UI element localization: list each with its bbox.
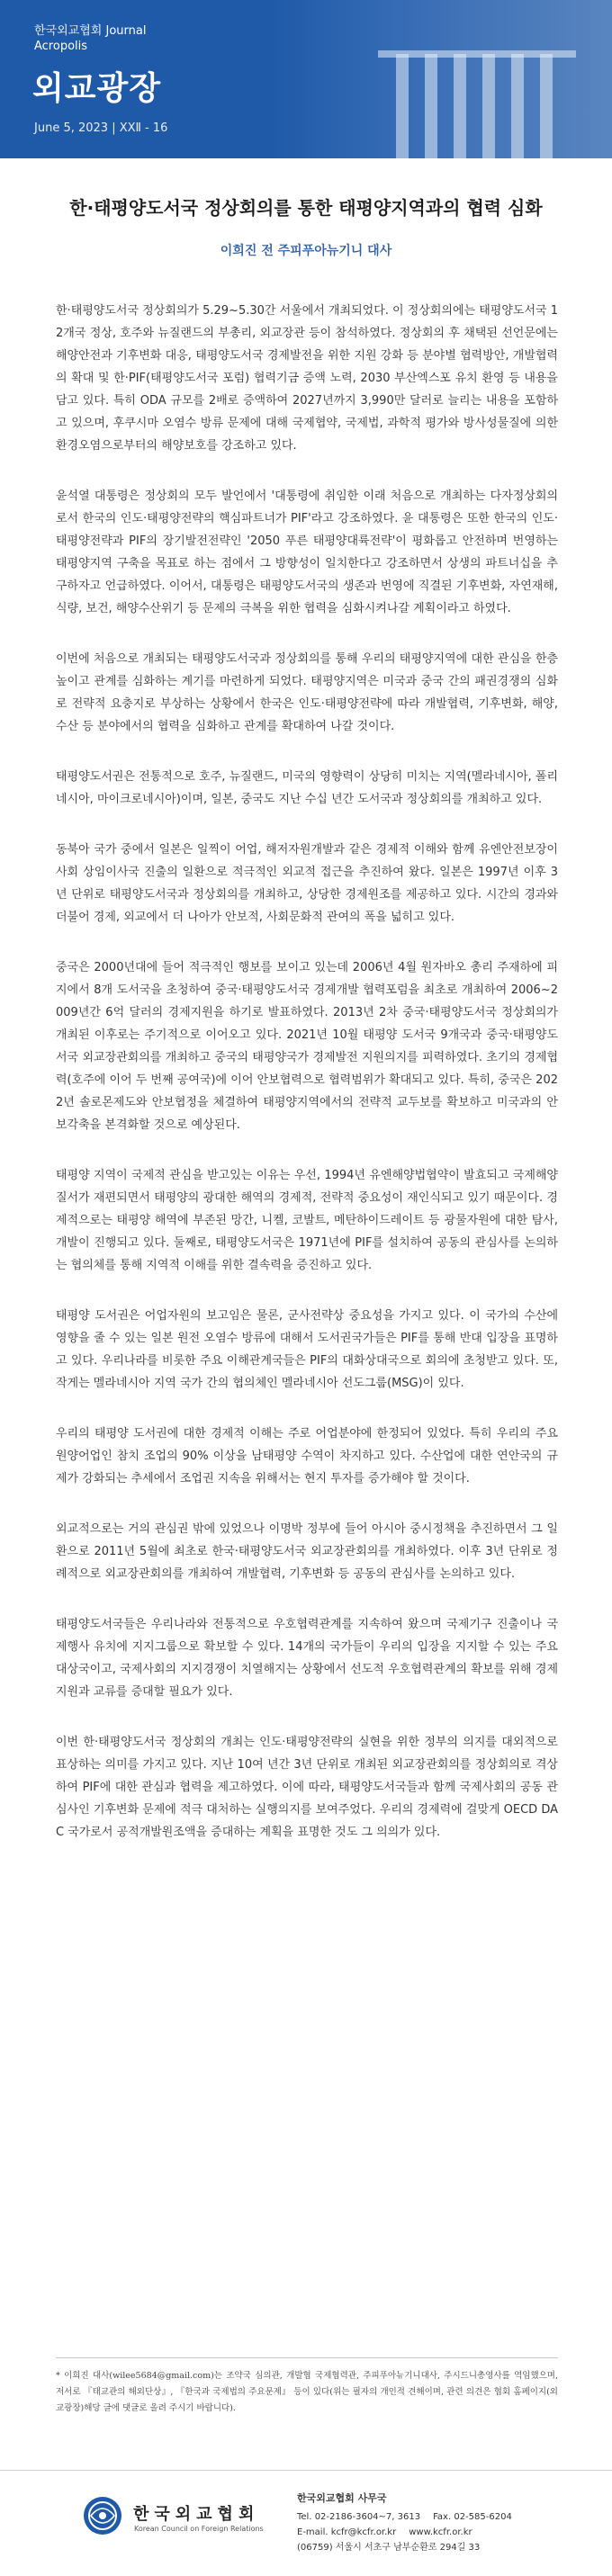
paragraph: 이번 한·태평양도서국 정상회의 개최는 인도·태평양전략의 실현을 위한 정부의 의지를 대외적으로 표상하는 의미를 가지고 있다. 지난 10여 년간 3년 단위로 개최된 외교장관회의를 정상회의로 격상하여 PIF에 대한 관심과 협력을 제고하였다. 이에 따라, 태평양도서국들과 함께 국제사회의 공동 관심사인 기후변화 문제에 적극 대처하는 실행의지를 보여주었다. 우리의 경제력에 걸맞게 OECD DAC 국가로서 공적개발원조액을 증대하는 계획을 표명한 것도 그 의의가 있다. (56, 1736, 558, 1839)
fax-number: Fax. 02-585-6204 (433, 2512, 512, 2522)
kcfr-logo-icon (83, 2496, 122, 2536)
paragraph: 태평양도서국들은 우리나라와 전통적으로 우호협력관계를 지속하여 왔으며 국제기구 진출이나 국제행사 유치에 지지그룹으로 확보할 수 있다. 14개의 국가들이 우리의 입장을 지지할 수 있는 주요 대상국이고, 국제사회의 지지경쟁이 치열해지는 상황에서 선도적 우호협력관계의 확보를 위해 경제지원과 교류를 증대할 필요가 있다. (56, 1618, 558, 1699)
paragraph: 동북아 국가 중에서 일본은 일찍이 어업, 해저자원개발과 같은 경제적 이해와 함께 유엔안전보장이사회 상임이사국 진출의 일환으로 적극적인 외교적 접근을 추진하여 왔다. 일본은 1997년 이후 3년 단위로 태평양도서국과 정상회의를 개최하고, 상당한 경제원조를 제공하고 있다. 시간의 경과와 더불어 경제, 외교에서 더 나아가 안보적, 사회문화적 관여의 폭을 넓히고 있다. (56, 843, 558, 924)
article-author: 이희진 전 주피푸아뉴기니 대사 (220, 244, 392, 258)
journal-name (34, 23, 146, 54)
article-title: 한·태평양도서국 정상회의를 통한 태평양지역과의 협력 심화 (69, 197, 543, 219)
paragraph: 이번에 처음으로 개최되는 태평양도서국과 정상회의를 통해 우리의 태평양지역에 대한 관심을 한층 높이고 관계를 심화하는 계기를 마련하게 되었다. 태평양지역은 미국과 중국 간의 패권경쟁의 심화로 전략적 요충지로 부상하는 상황에서 한국은 인도·태평양전략에 따라 개발협력, 기후변화, 해양, 수산 등 분야에서의 협력을 심화하고 관계를 확대하여 나갈 것이다. (56, 652, 558, 733)
author-footnote: * 이희진 대사(wilee5684@gmail.com)는 조약국 심의관, 개발협 국제협력관, 주피푸아뉴기니대사, 주시드니총영사를 역임했으며, 저서로 『태교관의 해외단상』, 『한국과 국제법의 주요문제』 등이 있다(위는 필자의 개인적 견해이며, 관련 의견은 협회 홈페이지(외교광장)해당 글에 댓글로 올려 주시기 바랍니다). (56, 2371, 558, 2413)
article-body (56, 300, 558, 1871)
paragraph: 우리의 태평양 도서권에 대한 경제적 이해는 주로 어업분야에 한정되어 있었다. 특히 우리의 주요 원양어업인 참치 조업의 90% 이상을 남태평양 수역이 차지하고 있다. 수산업에 대한 연안국의 규제가 강화되는 추세에서 조업권 지속을 위해서는 현지 투자를 증가해야 할 것이다. (56, 1427, 558, 1485)
website-link[interactable]: www.kcfr.or.kr (409, 2527, 472, 2537)
org-name-korean: 한국외교협회 (133, 2505, 260, 2524)
phone-row (297, 2509, 585, 2525)
footnote-divider (56, 2357, 558, 2358)
header-building-illustration (270, 0, 612, 158)
paragraph: 외교적으로는 거의 관심권 밖에 있었으나 이명박 정부에 들어 아시아 중시정책을 추진하면서 그 일환으로 2011년 5월에 최초로 한국·태평양도서국 외교장관회의를 개최하였다. 이후 3년 단위로 정례적으로 외교장관회의를 개최하여 개발협력, 기후변화 등 공동의 관심사를 논의하고 있다. (56, 1522, 558, 1581)
journal-brand-title: 외교광장 (32, 69, 162, 107)
paragraph: 태평양도서권은 전통적으로 호주, 뉴질랜드, 미국의 영향력이 상당히 미치는 지역(멜라네시아, 폴리네시아, 마이크로네시아)이며, 일본, 중국도 지난 수십 년간 도서국과 정상회의를 개최하고 있다. (56, 770, 558, 806)
contact-info (297, 2491, 585, 2555)
office-label: 한국외교협회 사무국 (297, 2492, 387, 2504)
paragraph: 중국은 2000년대에 들어 적극적인 행보를 보이고 있는데 2006년 4월 원자바오 총리 주재하에 피지에서 8개 도서국을 초청하여 중국·태평양도서국 경제개발 협력포럼을 최초로 개최하여 2006~2009년간 6억 달러의 경제지원을 하기로 발표하였다. 2013년 2차 중국·태평양도서국 정상회의가 개최된 이후로는 주기적으로 이어오고 있다. 2021년 10월 태평양 도서국 9개국과 중국·태평양도서국 외교장관회의를 개최하고 중국의 태평양국가 경제발전 지원의지를 피력하였다. 초기의 경제협력(호주에 이어 두 번째 공여국)에 이어 안보협력으로 협력범위가 확대되고 있다. 특히, 중국은 2022년 솔로몬제도와 안보협정을 체결하여 태평양지역에서의 전략적 교두보를 확보하고 미국과의 안보각축을 본격화할 것으로 예상된다. (56, 961, 558, 1132)
email-address[interactable]: E-mail. kcfr@kcfr.or.kr (297, 2527, 397, 2537)
journal-header (0, 0, 612, 158)
paragraph: 태평양 지역이 국제적 관심을 받고있는 이유는 우선, 1994년 유엔해양법협약이 발효되고 국제해양질서가 재편되면서 태평양의 광대한 해역의 경제적, 전략적 중요성이 재인식되고 있기 때문이다. 경제적으로는 태평양 해역에 부존된 망간, 니켈, 코발트, 메탄하이드레이트 등 광물자원에 대한 탐사, 개발이 진행되고 있다. 둘째로, 태평양도서국은 1971년에 PIF를 설치하여 공동의 관심사를 논의하는 협의체를 통해 지역적 이해를 위한 결속력을 증진하고 있다. (56, 1169, 558, 1272)
journal-line1: 한국외교협회 Journal (34, 24, 147, 38)
paragraph: 한·태평양도서국 정상회의가 5.29~5.30간 서울에서 개최되었다. 이 정상회의에는 태평양도서국 12개국 정상, 호주와 뉴질랜드의 부총리, 외교장관 등이 참석하였다. 정상회의 후 채택된 선언문에는 해양안전과 기후변화 대응, 태평양도서국 경제발전을 위한 지원 강화 등 분야별 협력방안, 개발협력의 확대 및 한·PIF(태평양도서국 포럼) 협력기금 증액 노력, 2030 부산엑스포 유치 환영 등 내용을 담고 있다. 특히 ODA 규모를 2배로 증액하여 2027년까지 3,990만 달러로 늘리는 내용을 포함하고 있으며, 후쿠시마 오염수 방류 문제에 대해 국제협약, 국제법, 과학적 평가와 방사성물질에 의한 환경오염으로부터의 해양보호를 강조하고 있다. (56, 304, 558, 453)
paragraph: 윤석열 대통령은 정상회의 모두 발언에서 '대통령에 취임한 이래 처음으로 개최하는 다자정상회의로서 한국의 인도·태평양전략의 핵심파트너가 PIF'라고 강조하였다. 윤 대통령은 또한 한국의 인도·태평양전략과 PIF의 장기발전전략인 '2050 푸른 태평양대륙전략'이 평화롭고 안전하며 번영하는 태평양지역 구축을 목표로 하는 점에서 그 방향성이 일치한다고 강조하면서 상생의 파트너십을 추구하자고 언급하였다. 이어서, 대통령은 태평양도서국의 생존과 번영에 직결된 기후변화, 자연재해, 식량, 보건, 해양수산위기 등 문제의 극복을 위한 협력을 심화시켜나갈 계획이라고 하였다. (56, 489, 558, 615)
journal-line2: Acropolis (34, 40, 88, 53)
email-row (297, 2525, 585, 2540)
tel-number: Tel. 02-2186-3604~7, 3613 (297, 2512, 421, 2522)
postal-address: (06759) 서울시 서초구 남부순환로 294길 33 (297, 2543, 481, 2553)
footer-divider (0, 2470, 612, 2471)
paragraph: 태평양 도서권은 어업자원의 보고임은 물론, 군사전략상 중요성을 가지고 있다. 이 국가의 수산에 영향을 줄 수 있는 일본 원전 오염수 방류에 대해서 도서권국가들은 PIF를 통해 반대 입장을 표명하고 있다. 우리나라를 비롯한 주요 이해관계국들은 PIF의 대화상대국으로 회의에 초청받고 있다. 또, 작게는 멜라네시아 지역 국가 간의 협의체인 멜라네시아 선도그룹(MSG)이 있다. (56, 1309, 558, 1390)
issue-date: June 5, 2023 | XXⅡ - 16 (34, 121, 168, 135)
org-name-english: Korean Council on Foreign Relations (134, 2525, 264, 2533)
